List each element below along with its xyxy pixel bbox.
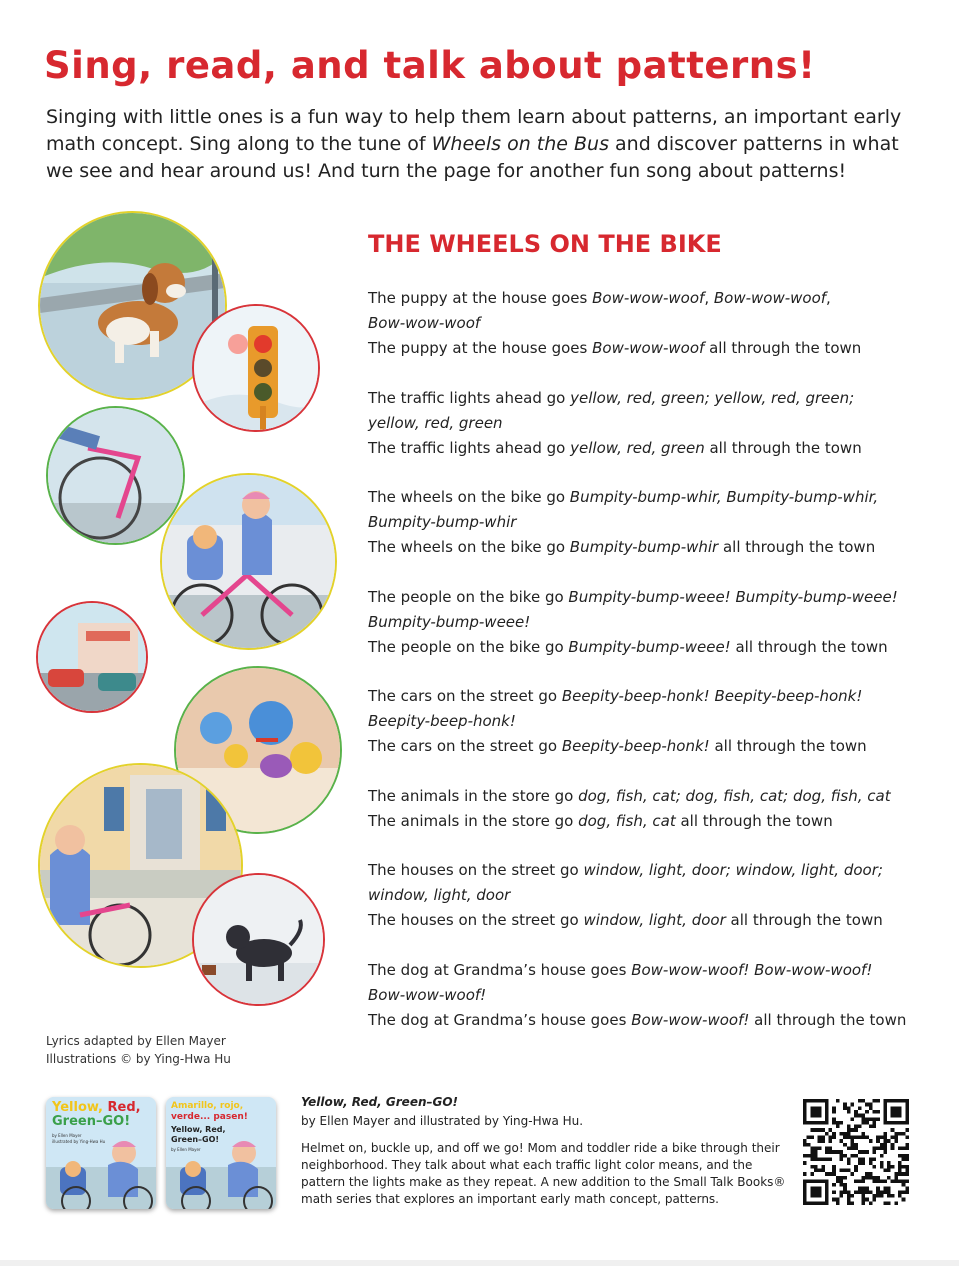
- verse-text: The wheels on the bike go: [368, 488, 570, 506]
- grandma-dog-image: [194, 875, 323, 1004]
- verse-text: The houses on the street go: [368, 861, 584, 879]
- verse-line: [368, 610, 928, 635]
- verse-text: all through the town: [709, 737, 867, 755]
- verse-line: [368, 286, 928, 311]
- verse-pattern-text: window, light, door: [368, 886, 511, 904]
- verse-text: ,: [704, 289, 714, 307]
- bike-wheel-image: [48, 408, 183, 543]
- street-cars-illustration: [36, 601, 148, 713]
- verse-pattern-text: yellow, red, green: [368, 413, 503, 432]
- verse-line: [368, 684, 928, 709]
- verse-pattern-text: Bow-wow-woof: [592, 289, 705, 307]
- verse-text: ,: [826, 289, 831, 307]
- verse: [368, 858, 928, 933]
- grandma-dog-illustration: [192, 873, 325, 1006]
- cover1-title-red: Red,: [107, 1100, 141, 1115]
- cover2-title-spanish-2: verde... pasen!: [171, 1112, 248, 1122]
- verse-text: The cars on the street go: [368, 737, 562, 755]
- verse-pattern-text: Bow-wow-woof! Bow-wow-woof!: [631, 960, 873, 979]
- verse-pattern-text: window, light, door; window, light, door;: [583, 861, 883, 879]
- verse-line: [368, 635, 928, 660]
- intro-song-tune: Wheels on the Bus: [431, 133, 609, 155]
- verse-line: [368, 535, 928, 560]
- verse-text: The traffic lights ahead go: [368, 438, 571, 457]
- verse-line: [368, 485, 928, 510]
- verse-line: [368, 336, 928, 361]
- footer-divider: [0, 1260, 959, 1266]
- cover1-title-green: Green–GO!: [52, 1114, 131, 1129]
- cover2-title-spanish-1: Amarillo, rojo,: [171, 1101, 244, 1111]
- verse-text: The wheels on the bike go: [368, 538, 570, 556]
- verse: [368, 958, 928, 1033]
- verse-line: [368, 858, 928, 883]
- verse: [368, 585, 928, 660]
- credits: [46, 1032, 231, 1068]
- verse: [368, 684, 928, 759]
- verse-pattern-text: Bow-wow-woof: [592, 339, 705, 357]
- verse-text: The traffic lights ahead go: [368, 388, 571, 407]
- verse-pattern-text: Bumpity-bump-whir: [569, 538, 719, 556]
- book-description: [301, 1094, 791, 1208]
- verse-text: all through the town: [718, 538, 876, 556]
- verse-text: The people on the bike go: [368, 587, 569, 606]
- qr-code-icon[interactable]: [803, 1099, 909, 1205]
- intro-text-end: and discover patterns in what we see and hear around us! And turn the page for another fun song about patterns!: [46, 133, 899, 182]
- cover2-subtitle-2: Green–GO!: [171, 1135, 220, 1144]
- verse-text: all through the town: [749, 1010, 907, 1029]
- traffic-light-illustration: [192, 304, 320, 432]
- traffic-light-image: [194, 306, 318, 430]
- cover2-subtitle-1: Yellow, Red,: [171, 1125, 226, 1134]
- verse-line: [368, 311, 928, 336]
- verse-pattern-text: Bumpity-bump-whir: [368, 513, 517, 531]
- book-title: Yellow, Red, Green–GO!: [301, 1095, 459, 1109]
- verse-line: [368, 411, 928, 436]
- verse-pattern-text: window, light, door: [583, 911, 726, 929]
- verse-text: The dog at Grandma’s house goes: [368, 1010, 632, 1029]
- cover1-author: by Ellen Mayer: [52, 1133, 82, 1138]
- mom-toddler-bike-image: [162, 475, 335, 648]
- book-cover-english[interactable]: [46, 1097, 156, 1209]
- verse-pattern-text: yellow, red, green; yellow, red, green;: [570, 388, 855, 407]
- verse: [368, 286, 928, 361]
- verse-text: The puppy at the house goes: [368, 289, 593, 307]
- verse-text: all through the town: [725, 911, 883, 929]
- verse-line: [368, 386, 928, 411]
- verse-pattern-text: Bumpity-bump-weee!: [368, 612, 531, 631]
- verse-line: [368, 908, 928, 933]
- verse-pattern-text: Beepity-beep-honk! Beepity-beep-honk!: [561, 687, 863, 705]
- verse-line: [368, 709, 928, 734]
- verse-pattern-text: Beepity-beep-honk!: [368, 712, 516, 730]
- intro-text-start: Singing with little ones is a fun way to help them learn about patterns, an important early math concept. Sing along to the tune of: [46, 106, 902, 155]
- verse-text: The animals in the store go: [368, 786, 579, 805]
- intro-paragraph: [46, 104, 926, 185]
- verse-text: all through the town: [675, 811, 833, 830]
- verse-pattern-text: yellow, red, green: [570, 438, 705, 457]
- verse-text: The cars on the street go: [368, 687, 562, 705]
- verse-line: [368, 510, 928, 535]
- illustrations-credit: Illustrations © by Ying-Hwa Hu: [46, 1052, 231, 1066]
- verse-text: The people on the bike go: [368, 637, 569, 656]
- verse-pattern-text: Bow-wow-woof!: [368, 985, 487, 1004]
- page-title: Sing, read, and talk about patterns!: [44, 44, 816, 87]
- verse: [368, 485, 928, 560]
- song-title: THE WHEELS ON THE BIKE: [368, 230, 722, 258]
- verse-pattern-text: Beepity-beep-honk!: [561, 737, 710, 755]
- verse-text: The houses on the street go: [368, 911, 584, 929]
- verse-text: all through the town: [730, 637, 888, 656]
- verse-pattern-text: Bow-wow-woof!: [631, 1010, 750, 1029]
- cover2-author: by Ellen Mayer: [171, 1147, 201, 1152]
- street-cars-image: [38, 603, 146, 711]
- bike-wheel-illustration: [46, 406, 185, 545]
- verse-line: [368, 436, 928, 461]
- verse: [368, 386, 928, 461]
- book-summary: Helmet on, buckle up, and off we go! Mom and toddler ride a bike through their neighborhood. They talk about what each traffic light color means, and the pattern the lights make as they repeat. A new addition to the Small Talk Books® math series that explores an important early math concept, patterns.: [301, 1141, 786, 1206]
- verse-pattern-text: Bow-wow-woof: [713, 289, 827, 307]
- verse-text: all through the town: [704, 438, 862, 457]
- verse-line: [368, 809, 928, 834]
- verse: [368, 784, 928, 834]
- verse-pattern-text: dog, fish, cat; dog, fish, cat; dog, fish, cat: [578, 786, 891, 805]
- verse-line: [368, 585, 928, 610]
- book-byline: by Ellen Mayer and illustrated by Ying-Hwa Hu.: [301, 1114, 584, 1128]
- verse-line: [368, 958, 928, 983]
- cover1-title-yellow: Yellow,: [52, 1100, 108, 1115]
- verse-text: The puppy at the house goes: [368, 339, 593, 357]
- verse-line: [368, 784, 928, 809]
- verse-text: all through the town: [704, 339, 862, 357]
- mom-toddler-bike-illustration: [160, 473, 337, 650]
- verse-line: [368, 734, 928, 759]
- verse-pattern-text: Bow-wow-woof: [368, 314, 481, 332]
- lyrics-credit: Lyrics adapted by Ellen Mayer: [46, 1034, 226, 1048]
- cover1-illustrator: illustrated by Ying-Hwa Hu: [52, 1139, 106, 1144]
- book-cover-bilingual[interactable]: [166, 1097, 276, 1209]
- verse-pattern-text: Bumpity-bump-whir, Bumpity-bump-whir,: [569, 488, 879, 506]
- verse-pattern-text: Bumpity-bump-weee!: [568, 637, 731, 656]
- verse-line: [368, 883, 928, 908]
- verse-line: [368, 983, 928, 1008]
- verse-line: [368, 1008, 928, 1033]
- song-verses: [368, 286, 928, 1057]
- verse-pattern-text: dog, fish, cat: [578, 811, 676, 830]
- verse-text: The dog at Grandma’s house goes: [368, 960, 632, 979]
- verse-pattern-text: Bumpity-bump-weee! Bumpity-bump-weee!: [568, 587, 898, 606]
- verse-text: The animals in the store go: [368, 811, 579, 830]
